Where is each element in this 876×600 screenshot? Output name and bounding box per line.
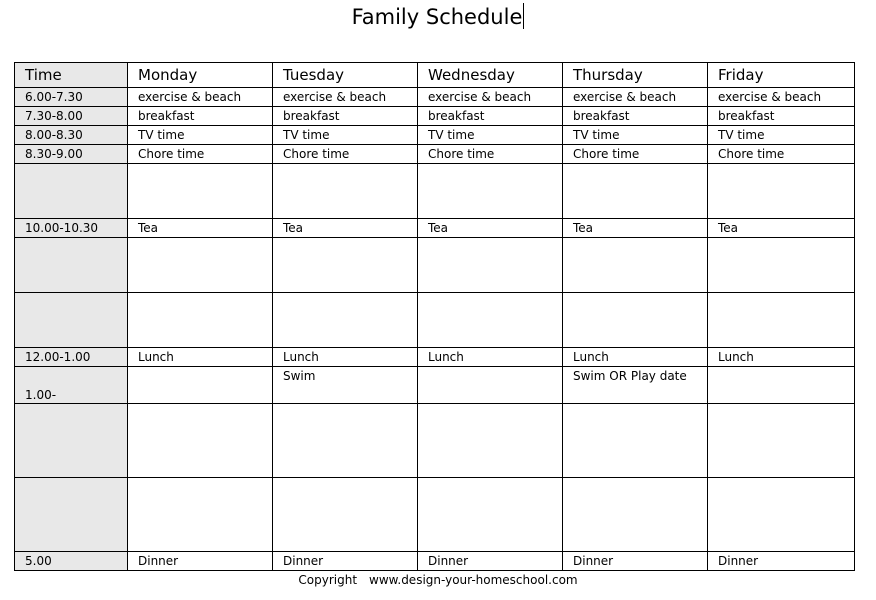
cell-monday: exercise & beach [128,88,273,107]
cell-thursday [563,404,708,478]
cell-monday: Lunch [128,348,273,367]
cell-tuesday [273,478,418,552]
cell-friday [708,238,855,293]
cell-friday: Dinner [708,552,855,571]
schedule-row [15,107,855,126]
cell-wednesday [418,404,563,478]
cell-thursday: Swim OR Play date [563,367,708,404]
cell-wednesday: breakfast [418,107,563,126]
cell-friday [708,367,855,404]
header-time: Time [15,63,128,88]
time-cell: 1.00- [15,367,128,404]
cell-wednesday: Tea [418,219,563,238]
cell-friday [708,164,855,219]
cell-friday: breakfast [708,107,855,126]
header-monday: Monday [128,63,273,88]
cell-monday: breakfast [128,107,273,126]
cell-tuesday: Swim [273,367,418,404]
schedule-row [15,293,855,348]
cell-wednesday: TV time [418,126,563,145]
header-row [15,63,855,88]
time-cell [15,478,128,552]
cell-wednesday: exercise & beach [418,88,563,107]
cell-tuesday [273,293,418,348]
time-cell: 10.00-10.30 [15,219,128,238]
schedule-row [15,219,855,238]
cell-wednesday [418,293,563,348]
cell-monday [128,367,273,404]
time-cell: 6.00-7.30 [15,88,128,107]
schedule-row [15,126,855,145]
schedule-table [14,62,855,571]
cell-friday: Lunch [708,348,855,367]
copyright-text: Copyright [298,573,358,587]
cell-thursday: breakfast [563,107,708,126]
time-cell [15,238,128,293]
cell-tuesday: TV time [273,126,418,145]
cell-monday [128,293,273,348]
header-thursday: Thursday [563,63,708,88]
cell-wednesday [418,367,563,404]
cell-thursday [563,478,708,552]
schedule-row [15,88,855,107]
cell-thursday: Chore time [563,145,708,164]
cell-tuesday: exercise & beach [273,88,418,107]
cell-monday: TV time [128,126,273,145]
schedule-row [15,478,855,552]
cell-friday: Tea [708,219,855,238]
time-cell: 8.00-8.30 [15,126,128,145]
cell-monday [128,164,273,219]
time-cell: 7.30-8.00 [15,107,128,126]
cell-monday: Tea [128,219,273,238]
cell-tuesday [273,238,418,293]
cell-tuesday [273,164,418,219]
cell-tuesday [273,404,418,478]
cell-friday: Chore time [708,145,855,164]
cell-friday: TV time [708,126,855,145]
cell-friday [708,404,855,478]
time-cell [15,293,128,348]
cell-monday: Chore time [128,145,273,164]
page-title [0,2,876,32]
schedule-row [15,145,855,164]
cell-monday [128,238,273,293]
schedule-row [15,552,855,571]
header-tuesday: Tuesday [273,63,418,88]
schedule-row [15,367,855,404]
time-cell: 12.00-1.00 [15,348,128,367]
cell-wednesday: Chore time [418,145,563,164]
cell-tuesday: breakfast [273,107,418,126]
time-cell [15,164,128,219]
cell-wednesday [418,238,563,293]
cell-thursday: Dinner [563,552,708,571]
cell-wednesday: Dinner [418,552,563,571]
cell-thursday: TV time [563,126,708,145]
cell-friday [708,293,855,348]
cell-thursday [563,293,708,348]
header-friday: Friday [708,63,855,88]
website-url: www.design-your-homeschool.com [369,573,578,587]
cell-tuesday: Dinner [273,552,418,571]
cell-thursday: Lunch [563,348,708,367]
cell-monday [128,478,273,552]
cell-tuesday: Lunch [273,348,418,367]
cell-tuesday: Chore time [273,145,418,164]
schedule-row [15,404,855,478]
time-cell [15,404,128,478]
title-text: Family Schedule [351,5,523,29]
schedule-row [15,238,855,293]
cell-wednesday [418,164,563,219]
header-wednesday: Wednesday [418,63,563,88]
cell-friday [708,478,855,552]
time-cell: 8.30-9.00 [15,145,128,164]
footer [0,571,876,589]
cell-monday [128,404,273,478]
schedule-row [15,348,855,367]
cell-monday: Dinner [128,552,273,571]
cell-tuesday: Tea [273,219,418,238]
schedule-row [15,164,855,219]
text-cursor [523,3,524,29]
cell-wednesday: Lunch [418,348,563,367]
cell-friday: exercise & beach [708,88,855,107]
cell-thursday: exercise & beach [563,88,708,107]
cell-thursday [563,238,708,293]
cell-wednesday [418,478,563,552]
cell-thursday [563,164,708,219]
cell-thursday: Tea [563,219,708,238]
time-cell: 5.00 [15,552,128,571]
